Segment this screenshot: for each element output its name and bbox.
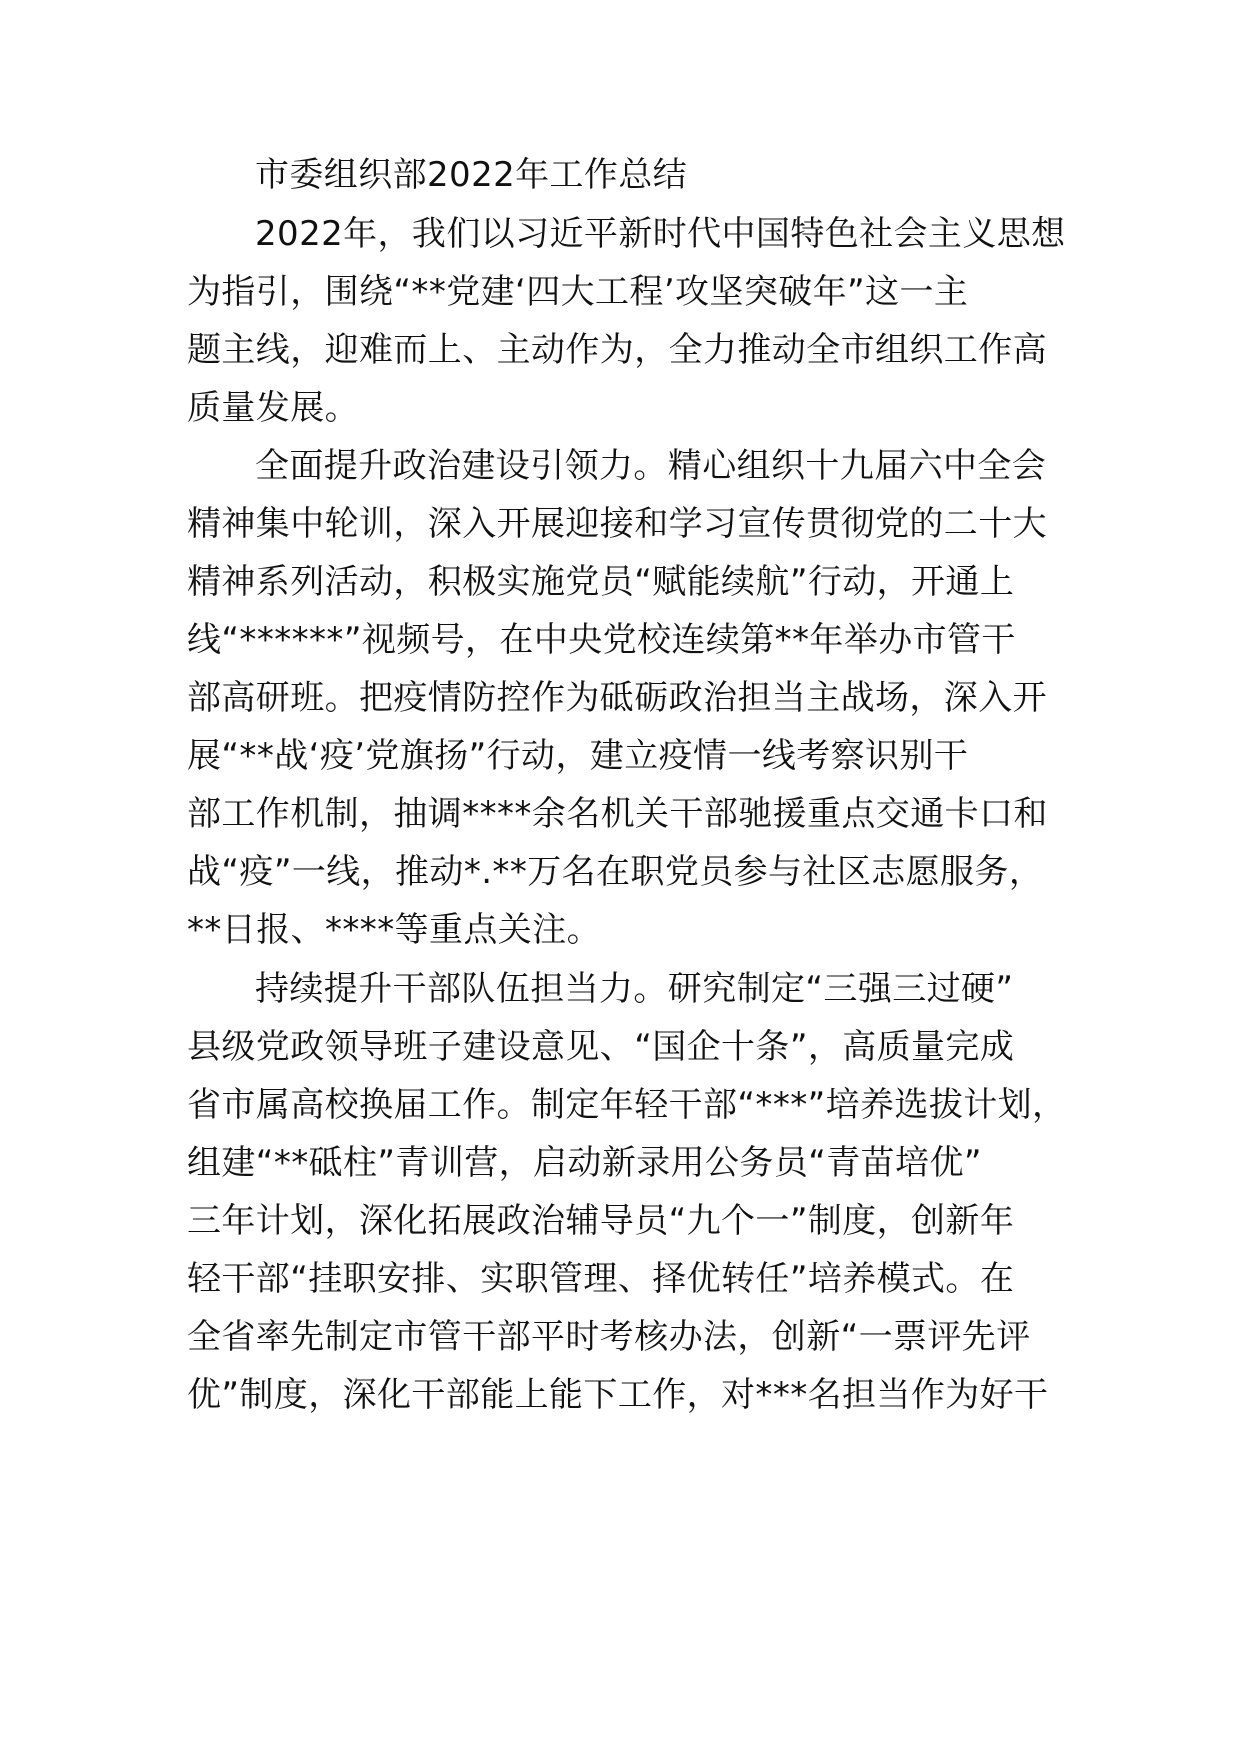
paragraph-3-line-1: 持续提升干部队伍担当力。研究制定“三强三过硬” xyxy=(255,969,1014,1009)
paragraph-1-line-2: 为指引，围绕“**党建‘四大工程’攻坚突破年”这一主 xyxy=(187,272,969,312)
paragraph-2-line-1: 全面提升政治建设引领力。精心组织十九届六中全会 xyxy=(255,446,1047,486)
paragraph-2-line-8: 战“疫”一线，推动*.**万名在职党员参与社区志愿服务， xyxy=(187,852,1044,892)
paragraph-3-line-4: 组建“**砥柱”青训营，启动新录用公务员“青苗培优” xyxy=(187,1143,982,1183)
paragraph-3-line-7: 全省率先制定市管干部平时考核办法，创新“一票评先评 xyxy=(187,1317,1031,1357)
paragraph-2-line-9: **日报、****等重点关注。 xyxy=(187,910,601,950)
document-title: 市委组织部2022年工作总结 xyxy=(255,155,688,195)
paragraph-3-line-3: 省市属高校换届工作。制定年轻干部“***”培养选拔计划， xyxy=(187,1085,1067,1125)
paragraph-2-line-3: 精神系列活动，积极实施党员“赋能续航”行动，开通上 xyxy=(187,562,1015,602)
paragraph-3-line-6: 轻干部“挂职安排、实职管理、择优转任”培养模式。在 xyxy=(187,1259,1015,1299)
paragraph-1-line-4: 质量发展。 xyxy=(187,388,359,428)
paragraph-3-line-8: 优”制度，深化干部能上能下工作，对***名担当作为好干 xyxy=(187,1375,1049,1415)
paragraph-2-line-4: 线“******”视频号，在中央党校连续第**年举办市管干 xyxy=(187,620,1016,660)
paragraph-1-line-3: 题主线，迎难而上、主动作为，全力推动全市组织工作高 xyxy=(187,330,1047,370)
paragraph-1-line-1: 2022年，我们以习近平新时代中国特色社会主义思想 xyxy=(255,214,1066,254)
paragraph-3-line-5: 三年计划，深化拓展政治辅导员“九个一”制度，创新年 xyxy=(187,1201,1015,1241)
paragraph-2-line-2: 精神集中轮训，深入开展迎接和学习宣传贯彻党的二十大 xyxy=(187,504,1047,544)
paragraph-2-line-6: 展“**战‘疫’党旗扬”行动，建立疫情一线考察识别干 xyxy=(187,736,969,776)
paragraph-3-line-2: 县级党政领导班子建设意见、“国企十条”，高质量完成 xyxy=(187,1027,1015,1067)
paragraph-2-line-7: 部工作机制，抽调****余名机关干部驰援重点交通卡口和 xyxy=(187,794,1048,834)
paragraph-2-line-5: 部高研班。把疫情防控作为砥砺政治担当主战场，深入开 xyxy=(187,678,1047,718)
